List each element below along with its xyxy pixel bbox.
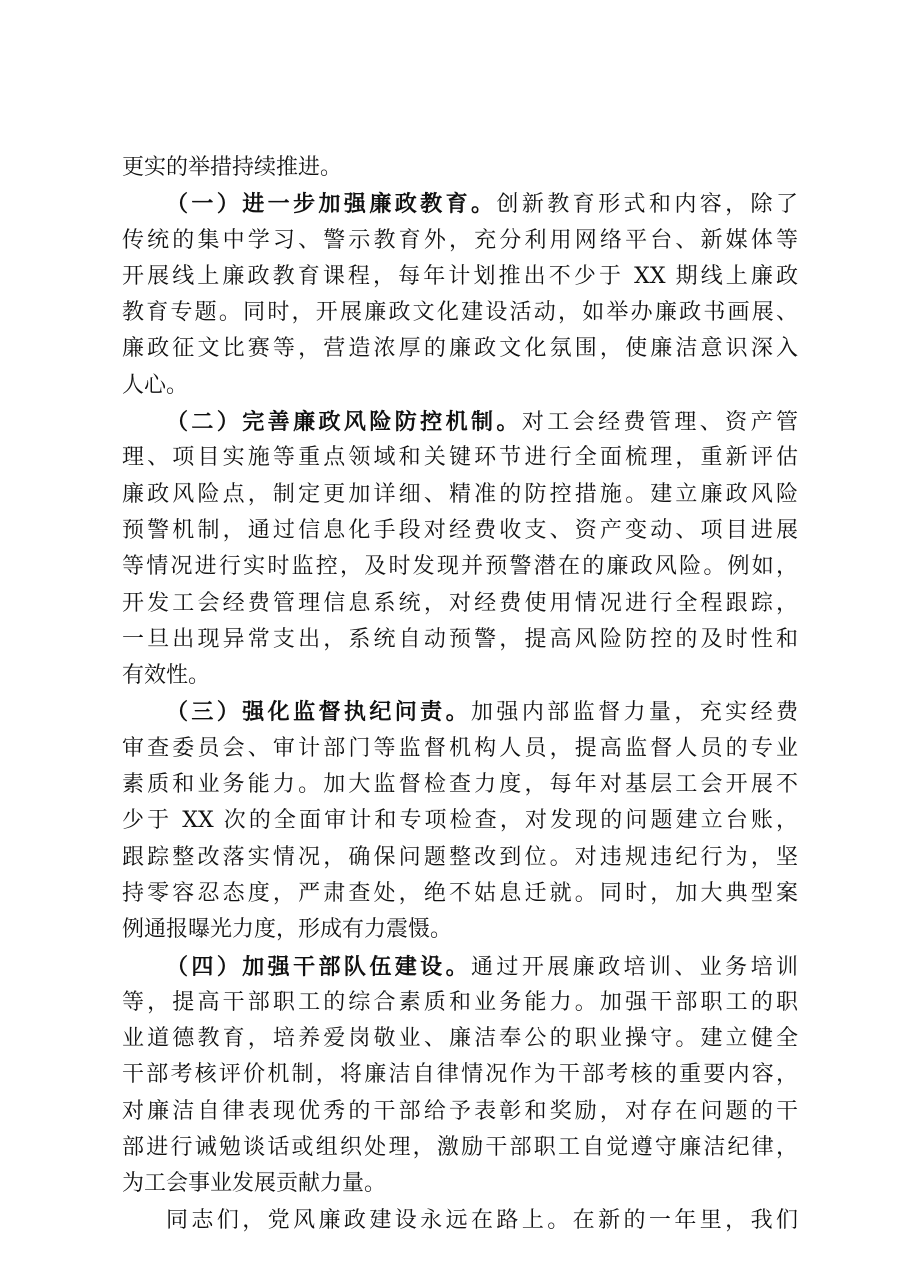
section-heading: （三）强化监督执纪问责。	[166, 699, 471, 726]
text-line: 开发工会经费管理信息系统，对经费使用情况进行全程跟踪，	[122, 590, 798, 616]
text-line: 等情况进行实时监控，及时发现并预警潜在的廉政风险。例如，	[122, 554, 798, 580]
text-line: 廉政风险点，制定更加详细、精准的防控措施。建立廉政风险	[122, 481, 798, 507]
text-line: 一旦出现异常支出，系统自动预警，提高风险防控的及时性和	[122, 626, 798, 652]
document-body	[122, 150, 798, 1239]
text-line: 开展线上廉政教育课程，每年计划推出不少于 XX 期线上廉政	[122, 263, 798, 289]
text-line: 等，提高干部职工的综合素质和业务能力。加强干部职工的职	[122, 989, 798, 1015]
text-line: 传统的集中学习、警示教育外，充分利用网络平台、新媒体等	[122, 227, 798, 253]
section-lead-text: 通过开展廉政培训、业务培训	[471, 954, 798, 980]
section-heading: （四）加强干部队伍建设。	[166, 953, 471, 980]
text-line: 部进行诫勉谈话或组织处理，激励干部职工自觉遵守廉洁纪律，	[122, 1135, 798, 1161]
text-line: 干部考核评价机制，将廉洁自律情况作为干部考核的重要内容，	[122, 1062, 798, 1088]
text-line: 少于 XX 次的全面审计和专项检查，对发现的问题建立台账，	[122, 808, 798, 834]
paragraph-section-3	[122, 694, 798, 948]
text-line: 对廉洁自律表现优秀的干部给予表彰和奖励，对存在问题的干	[122, 1098, 798, 1124]
text-line: 教育专题。同时，开展廉政文化建设活动，如举办廉政书画展、	[122, 300, 798, 326]
text-line: 有效性。	[122, 663, 211, 689]
text-line: 预警机制，通过信息化手段对经费收支、资产变动、项目进展	[122, 517, 798, 543]
paragraph-section-1	[122, 186, 798, 404]
text-line: 廉政征文比赛等，营造浓厚的廉政文化氛围，使廉洁意识深入	[122, 336, 798, 362]
text-line: 同志们，党风廉政建设永远在路上。在新的一年里，我们	[166, 1207, 798, 1233]
paragraph-closing	[122, 1203, 798, 1239]
paragraph-intro-tail	[122, 150, 798, 186]
text-line: 素质和业务能力。加大监督检查力度，每年对基层工会开展不	[122, 772, 798, 798]
text-line: 人心。	[122, 372, 189, 398]
section-heading: （二）完善廉政风险防控机制。	[166, 409, 522, 436]
text-line: 审查委员会、审计部门等监督机构人员，提高监督人员的专业	[122, 735, 798, 761]
section-lead-text: 创新教育形式和内容，除了	[496, 192, 798, 218]
text-line: 持零容忍态度，严肃查处，绝不姑息迁就。同时，加大典型案	[122, 880, 798, 906]
paragraph-section-2	[122, 404, 798, 694]
section-lead-text: 加强内部监督力量，充实经费	[471, 700, 798, 726]
text-line: 跟踪整改落实情况，确保问题整改到位。对违规违纪行为，坚	[122, 844, 798, 870]
section-heading: （一）进一步加强廉政教育。	[166, 191, 497, 218]
text-line: 理、项目实施等重点领域和关键环节进行全面梳理，重新评估	[122, 445, 798, 471]
text-line	[122, 186, 798, 222]
paragraph-section-4	[122, 949, 798, 1203]
section-lead-text: 对工会经费管理、资产管	[521, 410, 798, 436]
text-line: 更实的举措持续推进。	[122, 155, 343, 180]
text-line: 为工会事业发展贡献力量。	[122, 1171, 387, 1197]
text-line	[122, 949, 798, 985]
text-line: 业道德教育，培养爱岗敬业、廉洁奉公的职业操守。建立健全	[122, 1026, 798, 1052]
text-line	[122, 694, 798, 730]
text-line	[122, 404, 798, 440]
text-line: 例通报曝光力度，形成有力震慑。	[122, 917, 453, 943]
